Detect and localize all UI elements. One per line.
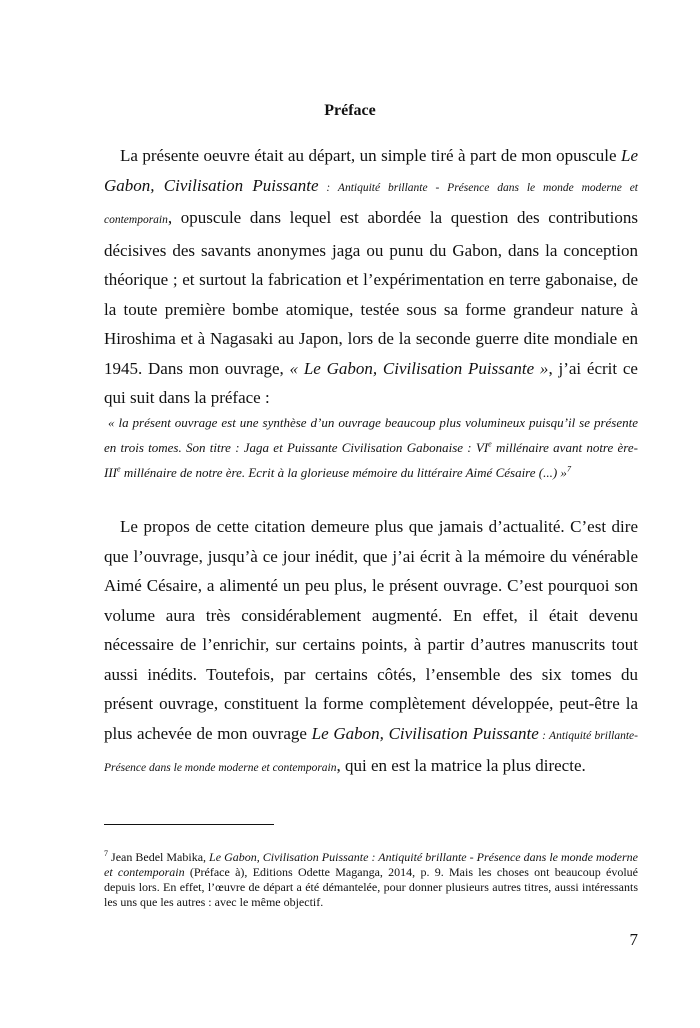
paragraph-intro bbox=[104, 141, 638, 413]
paragraph-body bbox=[104, 512, 638, 784]
book-title: Le Gabon, Civilisation Puissante bbox=[104, 146, 638, 195]
footnote-number: 7 bbox=[104, 849, 108, 858]
footnote-text: Jean Bedel Mabika, bbox=[108, 850, 210, 864]
superscript: e bbox=[488, 439, 492, 449]
book-title: Le Gabon, Civilisation Puissante bbox=[311, 723, 539, 743]
block-quote bbox=[104, 410, 638, 485]
superscript: e bbox=[117, 464, 121, 474]
footnote bbox=[104, 850, 638, 910]
page-number: 7 bbox=[629, 930, 638, 949]
book-title-quoted: « Le Gabon, Civilisation Puissante » bbox=[289, 358, 549, 378]
book-subtitle: : Antiquité brillante-Présence dans le monde moderne et contemporain bbox=[104, 729, 638, 774]
text-run: , j’ai écrit ce qui suit dans la préface : bbox=[104, 358, 638, 407]
footnote-text: (Préface à), Editions Odette Maganga, 2014, p. 9. Mais les choses ont beaucoup évolué depuis lors. En effet, l’œuvre de départ a été démantelée, pour donner plusieurs autres titres, aussi intéressants les uns que les autres : avec le même objectif. bbox=[104, 865, 638, 909]
quote-text: « la présent ouvrage est une synthèse d’un ouvrage beaucoup plus volumineux puisqu’il se présente en trois tomes. Son titre : Jaga et Puissante Civilisation Gabonaise : VI bbox=[104, 415, 638, 455]
text-run: , qui en est la matrice la plus directe. bbox=[336, 756, 586, 775]
text-run: Le propos de cette citation demeure plus que jamais d’actualité. C’est dire que l’ouvrage, jusqu’à ce jour inédit, que j’ai écrit à la mémoire du vénérable Aimé Césaire, a alimenté un peu plus, le présent ouvrage. C’est pourquoi son volume aura très considérablement augmenté. En effet, il était devenu nécessaire de l’enrichir, sur certains points, à partir d’autres manuscrits tout aussi inédits. Toutefois, par certains côtés, l’ensemble des six tomes du présent ouvrage, constituent la forme complètement développée, peut-être la plus achevée de mon ouvrage bbox=[104, 517, 638, 743]
text-run: La présente oeuvre était au départ, un simple tiré à part de mon opuscule bbox=[120, 146, 621, 165]
page-title: Préface bbox=[324, 102, 376, 119]
footnote-ref[interactable]: 7 bbox=[566, 464, 571, 474]
book-subtitle: : Antiquité brillante - Présence dans le monde moderne et contemporain bbox=[104, 181, 638, 226]
quote-text: millénaire avant notre ère-III bbox=[104, 440, 638, 480]
quote-text: millénaire de notre ère. Ecrit à la glorieuse mémoire du littéraire Aimé Césaire (...) » bbox=[120, 465, 567, 480]
footnote-book-title: Le Gabon, Civilisation Puissante : Antiquité brillante - Présence dans le monde moderne et contemporain bbox=[104, 850, 638, 879]
footnote-divider bbox=[104, 824, 274, 825]
text-run: , opuscule dans lequel est abordée la question des contributions décisives des savants anonymes jaga ou punu du Gabon, dans la conception théorique ; et surtout la fabrication et l’expérimentation en terre gabonaise, de la toute première bombe atomique, testée sous sa forme grandeur nature à Hiroshima et à Nagasaki au Japon, lors de la seconde guerre dite mondiale en 1945. Dans mon ouvrage, bbox=[104, 208, 638, 378]
